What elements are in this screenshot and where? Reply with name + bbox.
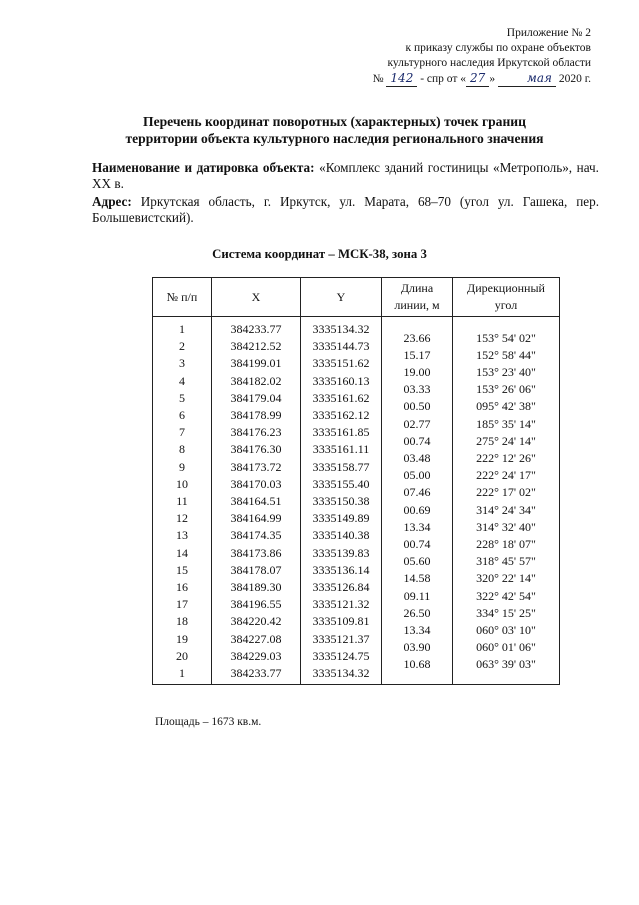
point-y: 3335150.38 — [312, 494, 370, 509]
annex-year: 2020 г. — [558, 73, 591, 85]
point-number: 18 — [176, 614, 188, 629]
annex-month-handwritten: мая — [498, 71, 556, 87]
point-y: 3335155.40 — [312, 476, 370, 491]
segment-angle: 153° 26' 06" — [476, 382, 536, 397]
segment-length: 23.66 — [403, 330, 431, 345]
point-y: 3335162.12 — [312, 408, 370, 423]
header-x: X — [212, 278, 301, 317]
header-length — [382, 278, 453, 317]
object-name-paragraph — [92, 160, 599, 192]
title-line-2: территории объекта культурного наследия регионального значения — [125, 131, 544, 146]
title-line-1: Перечень координат поворотных (характерных) точек границ — [143, 114, 526, 129]
segment-length: 15.17 — [403, 347, 431, 362]
point-number: 8 — [179, 442, 185, 457]
point-y: 3335160.13 — [312, 373, 370, 388]
annex-number-handwritten: 142 — [386, 71, 417, 87]
point-number: 3 — [179, 356, 185, 371]
segment-length: 02.77 — [403, 416, 431, 431]
segment-angle: 314° 24' 34" — [476, 502, 536, 517]
annex-day-handwritten: 27 — [466, 71, 489, 87]
point-x: 384233.77 — [230, 666, 282, 681]
segment-angle: 318° 45' 57" — [476, 554, 536, 569]
header-angle — [453, 278, 560, 317]
segment-angle: 153° 54' 02" — [476, 330, 536, 345]
segment-length: 09.11 — [403, 588, 431, 603]
annex-date-prefix: - спр от « — [420, 73, 467, 85]
point-y: 3335136.14 — [312, 562, 370, 577]
point-x: 384173.86 — [230, 545, 282, 560]
segment-length: 13.34 — [403, 623, 431, 638]
point-y: 3335161.62 — [312, 390, 370, 405]
point-y: 3335124.75 — [312, 648, 370, 663]
point-number: 17 — [176, 597, 188, 612]
point-y: 3335134.32 — [312, 666, 370, 681]
segment-angle: 063° 39' 03" — [476, 657, 536, 672]
segment-length: 00.50 — [403, 399, 431, 414]
point-number: 1 — [179, 322, 185, 336]
header-length-line1: Длина — [400, 281, 434, 295]
point-y: 3335151.62 — [312, 356, 370, 371]
area-note: Площадь – 1673 кв.м. — [155, 716, 262, 728]
segment-angle: 095° 42' 38" — [476, 399, 536, 414]
annex-number-line — [373, 71, 591, 87]
segment-angle: 060° 01' 06" — [476, 640, 536, 655]
point-y: 3335161.85 — [312, 425, 370, 440]
point-number: 14 — [176, 545, 188, 560]
header-angle-line2: угол — [494, 298, 518, 312]
segment-angle: 222° 17' 02" — [476, 485, 536, 500]
point-x: 384178.99 — [230, 408, 282, 423]
column-length — [382, 317, 453, 685]
header-length-line2: линии, м — [394, 298, 440, 312]
point-y: 3335109.81 — [312, 614, 370, 629]
header-y: Y — [301, 278, 382, 317]
segment-angle: 334° 15' 25" — [476, 605, 536, 620]
annex-title: Приложение № 2 — [506, 27, 591, 39]
segment-length: 26.50 — [403, 605, 431, 620]
point-x: 384227.08 — [230, 631, 282, 646]
point-x: 384164.99 — [230, 511, 282, 526]
segment-angle: 060° 03' 10" — [476, 623, 536, 638]
point-x: 384182.02 — [230, 373, 282, 388]
segment-length: 00.69 — [403, 502, 431, 517]
point-x: 384196.55 — [230, 597, 282, 612]
point-x: 384179.04 — [230, 390, 282, 405]
point-x: 384178.07 — [230, 562, 282, 577]
point-number: 13 — [176, 528, 188, 543]
coordinates-table — [152, 277, 560, 685]
segment-angle: 322° 42' 54" — [476, 588, 536, 603]
point-number: 6 — [179, 408, 185, 423]
segment-length: 03.48 — [403, 451, 431, 466]
segment-length: 13.34 — [403, 519, 431, 534]
point-number: 4 — [179, 373, 185, 388]
segment-angle: 222° 12' 26" — [476, 451, 536, 466]
segment-angle: 320° 22' 14" — [476, 571, 536, 586]
annex-authority-line: культурного наследия Иркутской области — [387, 57, 591, 69]
point-x: 384176.23 — [230, 425, 282, 440]
header-num: № п/п — [153, 278, 212, 317]
segment-angle: 222° 24' 17" — [476, 468, 536, 483]
point-y: 3335161.11 — [312, 442, 370, 457]
segment-length: 03.33 — [403, 382, 431, 397]
point-x: 384220.42 — [230, 614, 282, 629]
point-x: 384170.03 — [230, 476, 282, 491]
object-address-label: Адрес: — [92, 194, 132, 209]
point-number: 11 — [176, 494, 188, 509]
segment-length: 07.46 — [403, 485, 431, 500]
point-number: 12 — [176, 511, 188, 526]
document-title — [60, 113, 609, 147]
coordinate-system-heading: Система координат – МСК-38, зона 3 — [212, 247, 427, 261]
segment-angle: 153° 23' 40" — [476, 365, 536, 379]
object-name-value: «Комплекс зданий гостиницы «Метрополь», нач. XX в. — [92, 160, 599, 191]
point-number: 16 — [176, 580, 188, 595]
segment-angle: 314° 32' 40" — [476, 519, 536, 534]
point-y: 3335140.38 — [312, 528, 370, 543]
point-x: 384173.72 — [230, 459, 282, 474]
point-x: 384174.35 — [230, 528, 282, 543]
point-y: 3335121.32 — [312, 597, 370, 612]
segment-angle: 152° 58' 44" — [476, 347, 536, 362]
point-number: 9 — [179, 459, 185, 474]
point-number: 1 — [179, 666, 185, 681]
segment-length: 05.60 — [403, 554, 431, 569]
point-y: 3335139.83 — [312, 545, 370, 560]
segment-length: 19.00 — [403, 365, 431, 379]
point-x: 384229.03 — [230, 648, 282, 663]
point-number: 15 — [176, 562, 188, 577]
point-number: 20 — [176, 648, 188, 663]
point-x: 384212.52 — [230, 339, 282, 354]
segment-length: 00.74 — [403, 433, 431, 448]
segment-angle: 228° 18' 07" — [476, 537, 536, 552]
point-x: 384233.77 — [230, 322, 282, 336]
header-angle-line1: Дирекционный — [467, 281, 545, 295]
annex-no-prefix: № — [372, 73, 384, 85]
segment-angle: 275° 24' 14" — [476, 433, 536, 448]
object-address-paragraph — [92, 194, 599, 226]
table-body-row — [153, 317, 560, 685]
segment-length: 03.90 — [403, 640, 431, 655]
column-x — [212, 317, 301, 685]
column-angle — [453, 317, 560, 685]
table-header-row — [153, 278, 560, 317]
point-y: 3335134.32 — [312, 322, 370, 336]
point-y: 3335158.77 — [312, 459, 370, 474]
point-x: 384176.30 — [230, 442, 282, 457]
object-info — [92, 160, 599, 228]
segment-angle: 185° 35' 14" — [476, 416, 536, 431]
point-number: 7 — [179, 425, 185, 440]
object-name-label: Наименование и датировка объекта: — [92, 160, 315, 175]
column-point-numbers — [153, 317, 212, 685]
column-y — [301, 317, 382, 685]
annex-day-suffix: » — [489, 73, 496, 85]
annex-header — [373, 26, 591, 87]
annex-order-line: к приказу службы по охране объектов — [405, 42, 591, 54]
segment-length: 14.58 — [403, 571, 431, 586]
point-x: 384164.51 — [230, 494, 282, 509]
segment-length: 00.74 — [403, 537, 431, 552]
point-x: 384189.30 — [230, 580, 282, 595]
point-number: 5 — [179, 390, 185, 405]
point-x: 384199.01 — [230, 356, 282, 371]
point-y: 3335149.89 — [312, 511, 370, 526]
point-y: 3335144.73 — [312, 339, 370, 354]
object-address-value: Иркутская область, г. Иркутск, ул. Марата, 68–70 (угол ул. Гашека, пер. Большевистский). — [92, 194, 600, 225]
point-number: 19 — [176, 631, 188, 646]
segment-length: 10.68 — [403, 657, 431, 672]
point-number: 10 — [176, 476, 188, 491]
point-y: 3335121.37 — [312, 631, 370, 646]
segment-length: 05.00 — [403, 468, 431, 483]
point-number: 2 — [179, 339, 185, 354]
point-y: 3335126.84 — [312, 580, 370, 595]
